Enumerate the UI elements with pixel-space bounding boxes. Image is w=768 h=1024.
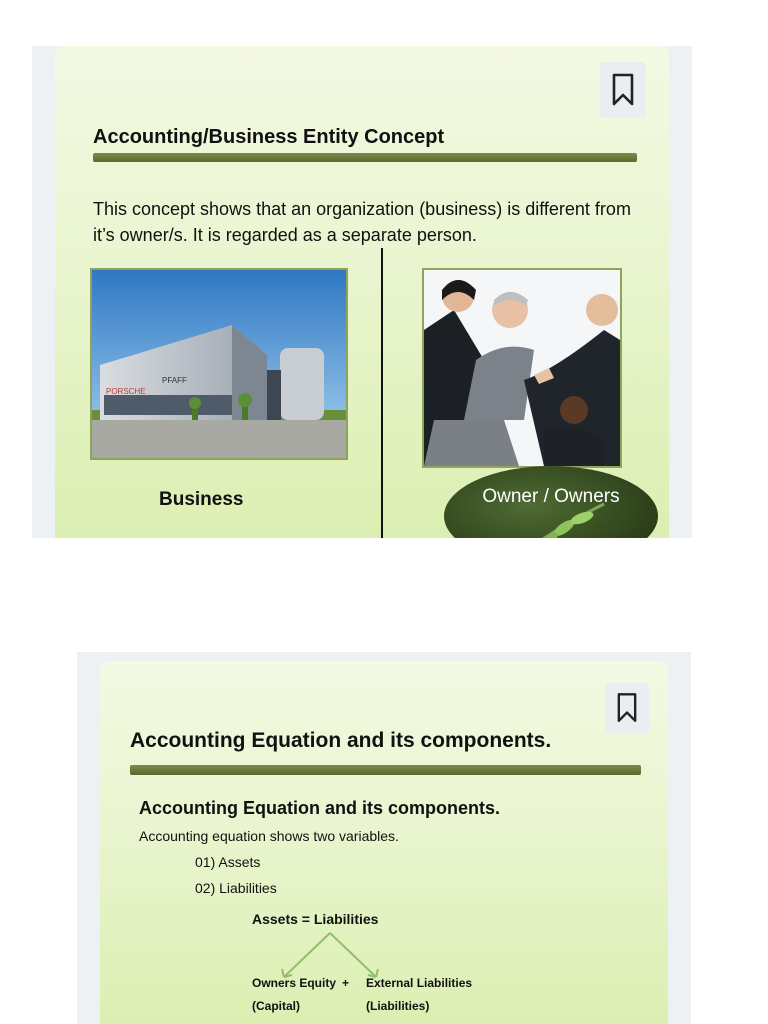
title-underline bbox=[130, 765, 641, 775]
bookmark-icon bbox=[612, 73, 634, 107]
bookmark-button[interactable] bbox=[600, 62, 646, 118]
building-sign-right: PFAFF bbox=[162, 376, 187, 385]
plus-sign: + bbox=[342, 976, 350, 990]
list-item-assets: 01) Assets bbox=[195, 854, 261, 870]
external-liabilities-term: External Liabilities bbox=[366, 976, 473, 990]
equation: Assets = Liabilities bbox=[252, 911, 379, 927]
business-building-image bbox=[90, 268, 348, 460]
title-underline bbox=[93, 153, 637, 162]
owners-equity-term: Owners Equity bbox=[252, 976, 337, 990]
slide-title: Accounting/Business Entity Concept bbox=[93, 126, 445, 148]
owners-handshake-image bbox=[422, 268, 622, 468]
intro-text: Accounting equation shows two variables. bbox=[139, 828, 399, 844]
building-sign-left: PORSCHE bbox=[106, 387, 146, 396]
slide-subtitle: Accounting Equation and its components. bbox=[139, 798, 501, 818]
concept-description: This concept shows that an organization (business) is different from it’s owner/s. It is regarded as a separate person. bbox=[93, 199, 631, 245]
business-label: Business bbox=[159, 489, 244, 510]
section-divider bbox=[381, 248, 383, 538]
owners-label: Owner / Owners bbox=[482, 486, 620, 507]
list-item-liabilities: 02) Liabilities bbox=[195, 880, 277, 896]
owners-label-badge bbox=[444, 466, 658, 538]
slide-title: Accounting Equation and its components. bbox=[130, 729, 552, 752]
slide-2 bbox=[100, 661, 668, 1024]
bookmark-button[interactable] bbox=[605, 683, 649, 733]
bookmark-icon bbox=[617, 692, 637, 724]
slide-1 bbox=[55, 46, 669, 538]
liabilities-note: (Liabilities) bbox=[366, 999, 430, 1013]
capital-note: (Capital) bbox=[252, 999, 300, 1013]
equation-branch-lines bbox=[270, 931, 400, 981]
